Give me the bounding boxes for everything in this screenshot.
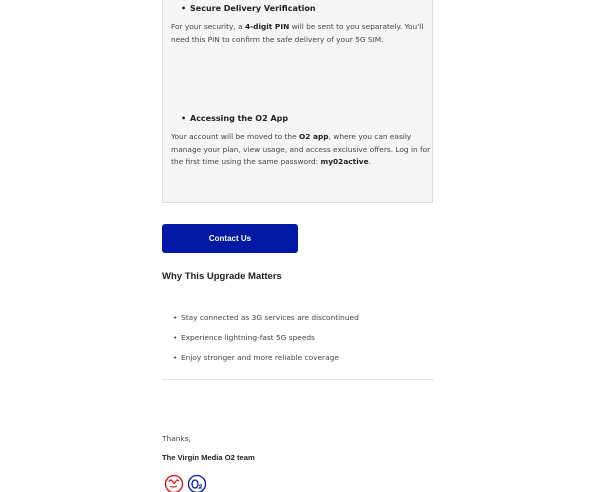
delivery-heading: • Secure Delivery Verification [190,4,316,13]
delivery-text: For your security, a 4-digit PIN will be sent to you separately. You'll need this PIN to confirm the safe delivery of your 5G SIM. [171,22,424,44]
team-signature: The Virgin Media O2 team [162,453,255,462]
app-heading: • Accessing the O2 App [190,114,288,123]
contact-us-button[interactable]: Contact Us [162,224,298,253]
virgin-media-o2-logo [164,473,210,492]
pin-highlight: 4-digit PIN [244,22,290,31]
divider [162,379,434,380]
benefit-item: • Enjoy stronger and more reliable coverage [181,353,339,362]
thanks-text: Thanks, [162,434,191,443]
benefit-item: • Experience lightning-fast 5G speeds [181,333,315,342]
app-highlight: O2 app [299,132,329,141]
info-panel [162,0,433,203]
password-highlight: my02active [320,157,369,166]
app-text: Your account will be moved to the O2 app, where you can easily manage your plan, view usage, and access exclusive offers. Log in for the first time using the same password: my02active. [171,132,431,166]
why-heading: Why This Upgrade Matters [162,271,282,282]
benefit-item: • Stay connected as 3G services are discontinued [181,313,359,322]
